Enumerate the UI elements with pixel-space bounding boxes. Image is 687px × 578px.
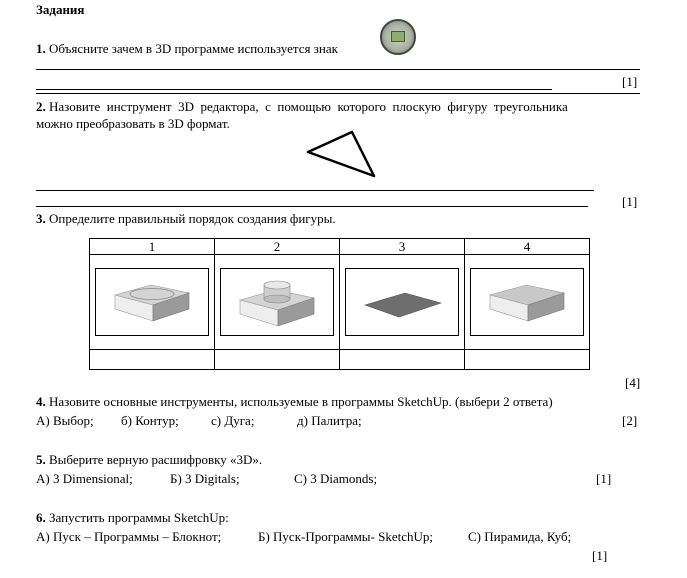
- table-cell: [215, 255, 340, 350]
- table-cell: [90, 255, 215, 350]
- column-header: 2: [215, 239, 340, 255]
- question-text: Назовите инструмент 3D редактора, с помощью которого плоскую фигуру треугольника: [49, 99, 568, 114]
- question-4: [36, 394, 553, 410]
- page-title: Задания: [36, 2, 85, 17]
- column-header: 1: [90, 239, 215, 255]
- option[interactable]: д) Палитра;: [297, 413, 362, 428]
- answer-line: [36, 89, 552, 90]
- question-3: [36, 211, 336, 227]
- option[interactable]: с) Дуга;: [211, 413, 255, 428]
- question-number: 3.: [36, 211, 46, 226]
- question-text: Назовите основные инструменты, используемые в программы SketchUp. (выбери 2 ответа): [49, 394, 553, 409]
- column-header: 3: [340, 239, 465, 255]
- column-header: 4: [465, 239, 590, 255]
- answer-line: [36, 206, 588, 207]
- score-label: [1]: [622, 74, 638, 89]
- score-label: [4]: [625, 375, 641, 390]
- option[interactable]: А) Пуск – Программы – Блокнот;: [36, 529, 222, 544]
- question-text: Выберите верную расшифровку «3D».: [49, 452, 263, 467]
- table-header-row: [90, 239, 590, 255]
- question-text: Объясните зачем в 3D программе используется знак: [49, 41, 338, 56]
- shape-image-1: [95, 268, 209, 336]
- question-number: 2.: [36, 99, 46, 114]
- question-text-continued: можно преобразовать в 3D формат.: [36, 116, 230, 131]
- question-text: Запустить программы SketchUp:: [49, 510, 229, 525]
- question-1: [36, 41, 338, 57]
- answer-cell[interactable]: [90, 350, 215, 370]
- table-cell: [465, 255, 590, 350]
- question-6: [36, 510, 229, 526]
- shapes-table: [89, 238, 590, 370]
- question-5: [36, 452, 262, 468]
- option[interactable]: A) 3 Dimensional;: [36, 471, 133, 486]
- question-number: 1.: [36, 41, 46, 56]
- shape-image-4: [470, 268, 584, 336]
- score-label: [1]: [596, 471, 612, 486]
- question-text: Определите правильный порядок создания фигуры.: [49, 211, 336, 226]
- score-label: [1]: [622, 194, 638, 209]
- answer-line: [36, 190, 594, 191]
- question-number: 4.: [36, 394, 46, 409]
- option[interactable]: А) Выбор;: [36, 413, 94, 428]
- shape-image-3: [345, 268, 459, 336]
- question-number: 5.: [36, 452, 46, 467]
- table-row: [90, 255, 590, 350]
- triangle-figure: [300, 128, 380, 180]
- answer-row: [90, 350, 590, 370]
- shape-image-2: [220, 268, 334, 336]
- score-label: [2]: [622, 413, 638, 428]
- answer-cell[interactable]: [465, 350, 590, 370]
- question-2: [36, 99, 568, 115]
- option[interactable]: б) Контур;: [121, 413, 179, 428]
- option[interactable]: Б) Пуск-Программы- SketchUp;: [258, 529, 433, 544]
- answer-cell[interactable]: [340, 350, 465, 370]
- option[interactable]: С) 3 Diamonds;: [294, 471, 378, 486]
- table-cell: [340, 255, 465, 350]
- score-label: [1]: [592, 548, 608, 563]
- divider: [36, 93, 640, 94]
- sketchup-orbit-icon: [380, 19, 416, 55]
- option[interactable]: С) Пирамида, Куб;: [468, 529, 572, 544]
- question-number: 6.: [36, 510, 46, 525]
- answer-cell[interactable]: [215, 350, 340, 370]
- option[interactable]: Б) 3 Digitals;: [170, 471, 240, 486]
- answer-line: [36, 69, 640, 70]
